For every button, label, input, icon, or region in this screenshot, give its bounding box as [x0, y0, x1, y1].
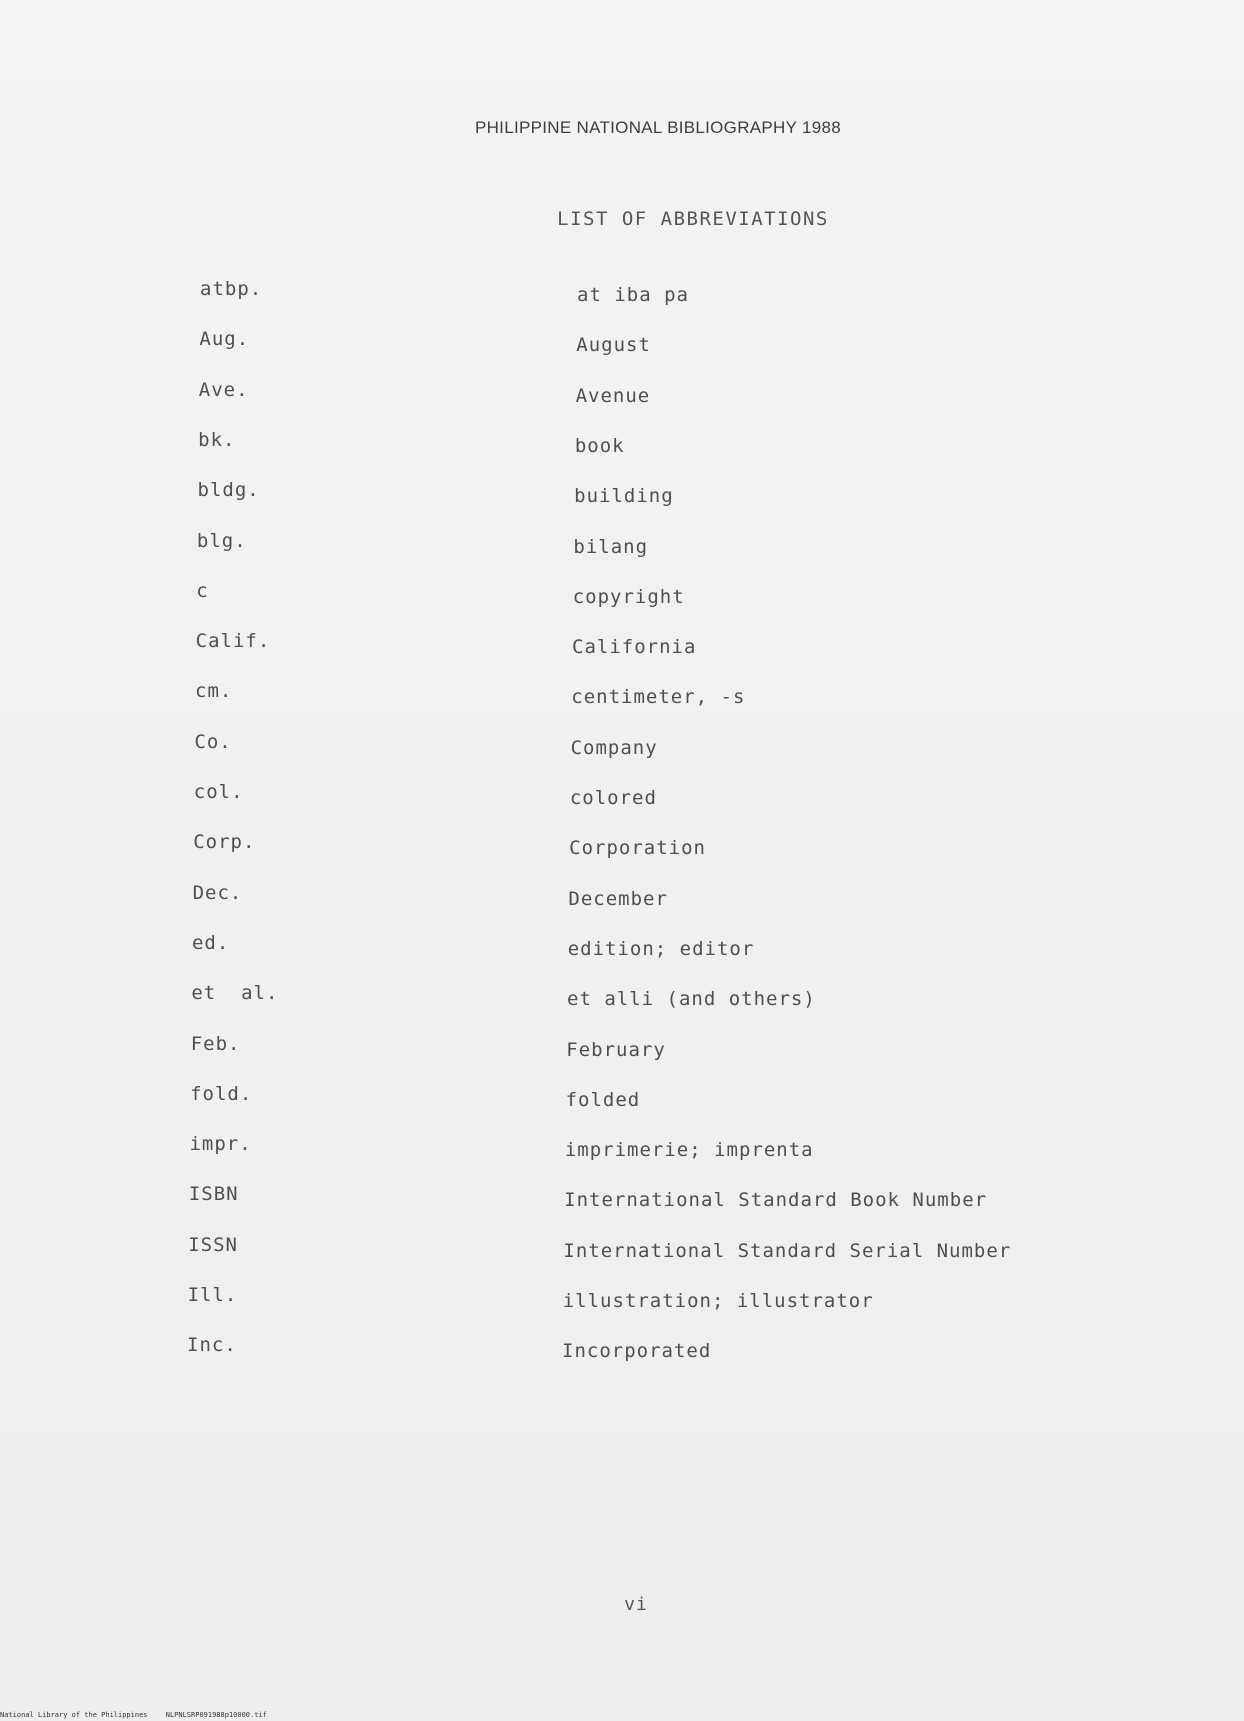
- abbreviation-meaning: et alli (and others): [567, 988, 816, 1011]
- abbreviation-row: [0, 630, 1244, 660]
- abbreviation-row: [0, 278, 1244, 308]
- abbreviation-meaning: February: [566, 1038, 666, 1061]
- abbreviation-term: Aug.: [199, 328, 250, 351]
- abbreviation-meaning: August: [576, 334, 651, 357]
- abbreviation-meaning: book: [574, 434, 625, 457]
- abbreviation-meaning: bilang: [573, 535, 649, 558]
- abbreviation-term: Inc.: [187, 1334, 237, 1357]
- abbreviation-term: impr.: [189, 1133, 252, 1156]
- abbreviation-row: [0, 982, 1244, 1012]
- abbreviation-term: blg.: [196, 529, 247, 552]
- list-title: LIST OF ABBREVIATIONS: [557, 208, 829, 230]
- abbreviation-meaning: December: [568, 887, 668, 910]
- abbreviation-meaning: at iba pa: [577, 284, 689, 306]
- scan-library-label: National Library of the Philippines: [0, 1711, 148, 1719]
- abbreviation-term: c: [196, 579, 209, 602]
- scan-footer: [0, 1711, 267, 1719]
- abbreviation-term: Dec.: [192, 881, 243, 904]
- abbreviation-term: Ill.: [187, 1284, 238, 1306]
- abbreviation-meaning: Company: [570, 736, 658, 759]
- abbreviation-row: [0, 781, 1244, 811]
- abbreviation-term: ISSN: [188, 1233, 238, 1256]
- abbreviation-term: atbp.: [200, 278, 263, 300]
- abbreviation-row: [0, 932, 1244, 962]
- page-number: vi: [624, 1594, 648, 1615]
- abbreviation-row: [0, 731, 1244, 761]
- abbreviation-term: Feb.: [190, 1032, 241, 1055]
- abbreviation-term: bldg.: [197, 479, 260, 502]
- abbreviation-row: [0, 1033, 1244, 1063]
- abbreviation-meaning: folded: [565, 1088, 641, 1111]
- abbreviation-meaning: Incorporated: [562, 1340, 712, 1363]
- abbreviation-meaning: building: [574, 485, 674, 508]
- abbreviation-term: et al.: [191, 982, 279, 1005]
- abbreviation-row: [0, 1133, 1244, 1163]
- abbreviation-meaning: centimeter, -s: [571, 686, 746, 709]
- abbreviation-term: bk.: [198, 428, 236, 451]
- abbreviation-row: [0, 882, 1244, 912]
- abbreviation-row: [0, 831, 1244, 861]
- abbreviation-term: cm.: [195, 680, 233, 703]
- bibliography-title: PHILIPPINE NATIONAL BIBLIOGRAPHY 1988: [474, 118, 842, 137]
- abbreviation-term: fold.: [190, 1082, 253, 1105]
- abbreviation-term: Ave.: [198, 378, 249, 401]
- abbreviation-meaning: California: [572, 636, 697, 659]
- abbreviation-term: Co.: [194, 730, 232, 753]
- abbreviation-meaning: edition; editor: [567, 937, 755, 960]
- abbreviation-row: [0, 1284, 1244, 1314]
- abbreviation-term: col.: [193, 781, 244, 803]
- abbreviation-meaning: Avenue: [575, 384, 651, 407]
- abbreviation-row: [0, 379, 1244, 409]
- abbreviation-meaning: copyright: [572, 585, 685, 608]
- abbreviation-meaning: Corporation: [569, 837, 706, 860]
- abbreviation-meaning: International Standard Book Number: [564, 1189, 988, 1212]
- abbreviation-row: [0, 479, 1244, 509]
- abbreviation-row: [0, 530, 1244, 560]
- abbreviation-meaning: imprimerie; imprenta: [564, 1139, 814, 1162]
- abbreviation-row: [0, 1183, 1244, 1213]
- scan-file-label: NLPNLSRP091988p10000.tif: [165, 1711, 267, 1719]
- abbreviation-row: [0, 1234, 1244, 1264]
- abbreviation-meaning: colored: [569, 787, 657, 809]
- abbreviation-row: [0, 328, 1244, 358]
- abbreviation-row: [0, 580, 1244, 610]
- abbreviation-row: [0, 680, 1244, 710]
- abbreviation-row: [0, 1334, 1244, 1364]
- abbreviation-term: ed.: [191, 931, 230, 954]
- abbreviation-term: Corp.: [193, 831, 256, 854]
- abbreviation-row: [0, 429, 1244, 459]
- abbreviation-term: ISBN: [188, 1183, 239, 1206]
- abbreviation-term: Calif.: [195, 630, 271, 653]
- abbreviation-meaning: International Standard Serial Number: [563, 1239, 1012, 1262]
- abbreviation-row: [0, 1083, 1244, 1113]
- abbreviation-meaning: illustration; illustrator: [562, 1290, 874, 1312]
